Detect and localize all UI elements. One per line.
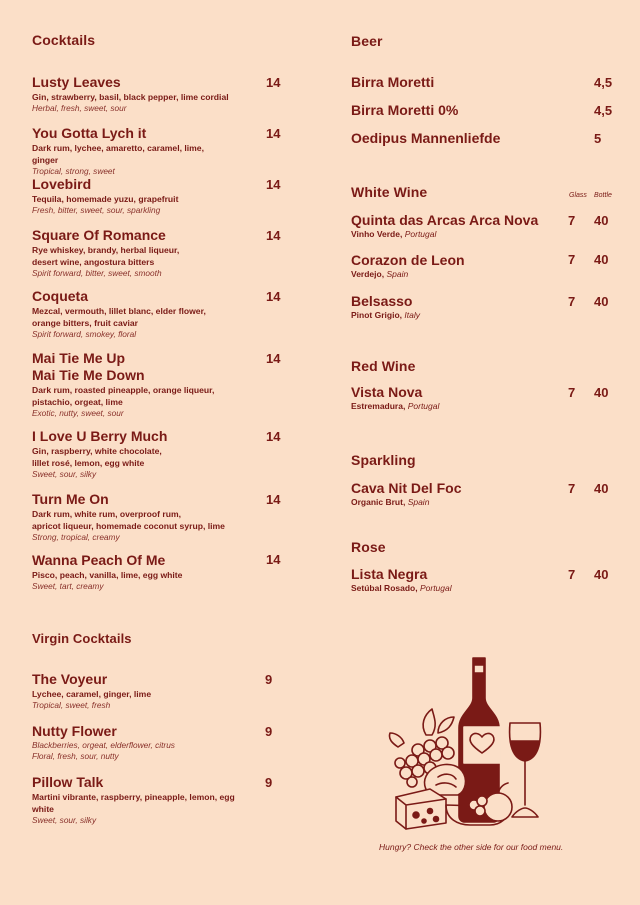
menu-item: [32, 774, 247, 826]
wine-still-life-illustration-icon: [388, 655, 553, 830]
item-tags: Sweet, tart, creamy: [32, 581, 104, 591]
glass-price: 7: [568, 567, 576, 582]
item-price: 14: [266, 126, 281, 141]
item-name: Nutty Flower: [32, 723, 117, 739]
item-tags: Spirit forward, smokey, floral: [32, 329, 137, 339]
item-ingredients: pistachio, orgeat, lime: [32, 397, 123, 407]
item-price: 14: [266, 75, 281, 90]
wine-item: [351, 252, 465, 279]
beer-price: 5: [594, 131, 602, 146]
wine-origin: Vinho Verde, Portugal: [351, 229, 437, 239]
menu-item: [32, 552, 232, 592]
bottle-price: 40: [594, 213, 609, 228]
item-price: 14: [266, 289, 281, 304]
item-ingredients: orange bitters, fruit caviar: [32, 318, 139, 328]
wine-name: Quinta das Arcas Arca Nova: [351, 212, 539, 228]
item-price: 14: [266, 351, 281, 366]
menu-item: [32, 428, 232, 480]
wine-origin: Verdejo, Spain: [351, 269, 409, 279]
glass-price: 7: [568, 252, 576, 267]
beer-heading: Beer: [351, 33, 383, 49]
item-price: 9: [265, 724, 273, 739]
wine-item: [351, 384, 439, 411]
item-name: You Gotta Lych it: [32, 125, 147, 141]
bottle-price: 40: [594, 481, 609, 496]
item-price: 14: [266, 552, 281, 567]
item-price: 14: [266, 492, 281, 507]
menu-item: [32, 491, 262, 543]
item-name-line-2: Mai Tie Me Down: [32, 367, 145, 383]
wine-origin: Organic Brut, Spain: [351, 497, 430, 507]
glass-price: 7: [568, 481, 576, 496]
white-wine-heading: White Wine: [351, 184, 428, 200]
menu-item: [32, 125, 232, 177]
wine-name: Lista Negra: [351, 566, 428, 582]
bottle-price: 40: [594, 294, 609, 309]
item-ingredients: Gin, strawberry, basil, black pepper, lime cordial: [32, 92, 229, 102]
menu-item: [32, 288, 232, 340]
item-name: Square Of Romance: [32, 227, 166, 243]
item-name: Wanna Peach Of Me: [32, 552, 166, 568]
item-ingredients: Dark rum, lychee, amaretto, caramel, lime, ginger: [32, 143, 204, 165]
sparkling-heading: Sparkling: [351, 452, 416, 468]
item-ingredients: Dark rum, roasted pineapple, orange liqueur,: [32, 385, 215, 395]
beer-price: 4,5: [594, 75, 613, 90]
beer-name: Birra Moretti 0%: [351, 102, 459, 118]
item-ingredients: desert wine, angostura bitters: [32, 257, 155, 267]
item-ingredients: lillet rosé, lemon, egg white: [32, 458, 145, 468]
menu-item: [32, 227, 232, 279]
beer-price: 4,5: [594, 103, 613, 118]
wine-origin: Setúbal Rosado, Portugal: [351, 583, 452, 593]
wine-name: Vista Nova: [351, 384, 423, 400]
item-price: 14: [266, 177, 281, 192]
item-ingredients: Blackberries, orgeat, elderflower, citrus: [32, 740, 175, 750]
item-tags: Sweet, sour, silky: [32, 815, 97, 825]
item-name: Mai Tie Me Up: [32, 350, 126, 366]
glass-price: 7: [568, 385, 576, 400]
item-name: Pillow Talk: [32, 774, 104, 790]
beer-name: Birra Moretti: [351, 74, 435, 90]
wine-name: Cava Nit Del Foc: [351, 480, 462, 496]
wine-name: Belsasso: [351, 293, 413, 309]
item-tags: Strong, tropical, creamy: [32, 532, 120, 542]
menu-item: [32, 671, 232, 711]
item-tags: Exotic, nutty, sweet, sour: [32, 408, 124, 418]
item-ingredients: Lychee, caramel, ginger, lime: [32, 689, 152, 699]
item-tags: Tropical, sweet, fresh: [32, 700, 111, 710]
item-name: Lovebird: [32, 176, 92, 192]
item-name: Coqueta: [32, 288, 88, 304]
beer-name: Oedipus Mannenliefde: [351, 130, 501, 146]
wine-origin: Pinot Grigio, Italy: [351, 310, 420, 320]
item-name: Lusty Leaves: [32, 74, 121, 90]
item-ingredients: Tequila, homemade yuzu, grapefruit: [32, 194, 179, 204]
wine-item: [351, 480, 461, 507]
menu-item: [32, 723, 232, 762]
item-price: 14: [266, 429, 281, 444]
item-ingredients: Gin, raspberry, white chocolate,: [32, 446, 162, 456]
item-tags: Fresh, bitter, sweet, sour, sparkling: [32, 205, 161, 215]
item-tags: Spirit forward, bitter, sweet, smooth: [32, 268, 162, 278]
wine-origin: Estremadura, Portugal: [351, 401, 440, 411]
wine-item: [351, 566, 452, 593]
footer-note: Hungry? Check the other side for our food menu.: [379, 842, 564, 852]
glass-price: 7: [568, 213, 576, 228]
menu-item: [32, 176, 232, 216]
bottle-price: 40: [594, 385, 609, 400]
red-wine-heading: Red Wine: [351, 358, 416, 374]
bottle-price: 40: [594, 567, 609, 582]
item-ingredients: Mezcal, vermouth, lillet blanc, elder flower,: [32, 306, 206, 316]
glass-price: 7: [568, 294, 576, 309]
cocktails-heading: Cocktails: [32, 32, 96, 48]
item-ingredients: Martini vibrante, raspberry, pineapple, lemon, egg: [32, 792, 235, 802]
bottle-price: 40: [594, 252, 609, 267]
item-name: I Love U Berry Much: [32, 428, 168, 444]
item-tags: Floral, fresh, sour, nutty: [32, 751, 119, 761]
menu-item: [32, 74, 232, 114]
rose-heading: Rose: [351, 539, 386, 555]
item-name: Turn Me On: [32, 491, 109, 507]
item-tags: Tropical, strong, sweet: [32, 166, 115, 176]
item-tags: Herbal, fresh, sweet, sour: [32, 103, 127, 113]
menu-item: [32, 350, 232, 419]
item-tags: Sweet, sour, silky: [32, 469, 97, 479]
item-price: 14: [266, 228, 281, 243]
virgin-cocktails-heading: Virgin Cocktails: [32, 631, 132, 646]
bottle-column-header: Bottle: [594, 192, 612, 199]
glass-column-header: Glass: [569, 192, 587, 199]
item-ingredients: Rye whiskey, brandy, herbal liqueur,: [32, 245, 180, 255]
wine-name: Corazon de Leon: [351, 252, 465, 268]
item-price: 9: [265, 775, 273, 790]
item-price: 9: [265, 672, 273, 687]
item-ingredients: Pisco, peach, vanilla, lime, egg white: [32, 570, 183, 580]
wine-item: [351, 293, 420, 320]
item-ingredients: Dark rum, white rum, overproof rum,: [32, 509, 181, 519]
item-name: The Voyeur: [32, 671, 108, 687]
item-ingredients: apricot liqueur, homemade coconut syrup, lime: [32, 521, 225, 531]
wine-item: [351, 212, 538, 239]
item-ingredients: white: [32, 804, 54, 814]
